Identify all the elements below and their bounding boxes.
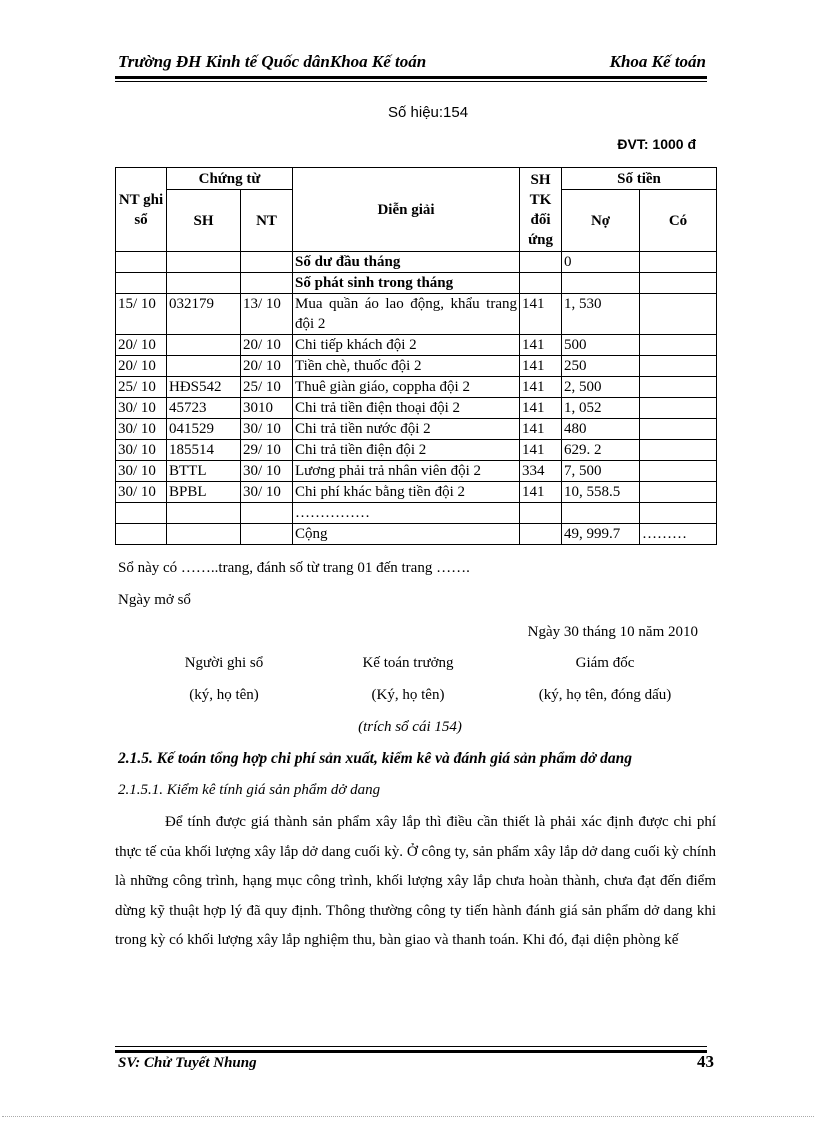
cell-nt-ghi-so: 15/ 10 bbox=[116, 294, 167, 335]
cell-dien-giai: Chi tiếp khách đội 2 bbox=[293, 335, 520, 356]
cell-nt: 25/ 10 bbox=[241, 377, 293, 398]
cell-nt: 3010 bbox=[241, 398, 293, 419]
page-count-note: Sổ này có ……..trang, đánh số từ trang 01 đến trang ……. bbox=[118, 560, 470, 576]
cell-tk: 141 bbox=[520, 398, 562, 419]
cell-sh: 041529 bbox=[167, 419, 241, 440]
cell-dien-giai: Chi phí khác bằng tiền đội 2 bbox=[293, 482, 520, 503]
cell-no: 480 bbox=[562, 419, 640, 440]
cell-no: 0 bbox=[562, 252, 640, 273]
cell-nt bbox=[241, 252, 293, 273]
cell-dien-giai: Số dư đầu tháng bbox=[293, 252, 520, 273]
footer-rule-thin bbox=[115, 1046, 707, 1047]
body-paragraph: Để tính được giá thành sản phẩm xây lắp thì điều cần thiết là phải xác định được chi phí thực tế của khối lượng xây lắp dở dang cuối kỳ. Ở công ty, sản phẩm xây lắp dở dang cuối kỳ chính là những công trình, hạng mục công trình, khối lượng xây lắp chưa hoàn thành, chưa đạt đến điểm dừng kỹ thuật hợp lý đã quy định. Thông thường công ty tiến hành đánh giá sản phẩm dở dang khi trong kỳ có khối lượng xây lắp nghiệm thu, bàn giao và thanh toán. Khi đó, đại diện phòng kế bbox=[115, 814, 716, 948]
cell-sh: BPBL bbox=[167, 482, 241, 503]
cell-co: ……… bbox=[640, 524, 717, 545]
cell-dien-giai: Chi trả tiền điện thoại đội 2 bbox=[293, 398, 520, 419]
cell-sh bbox=[167, 356, 241, 377]
cell-tk: 141 bbox=[520, 377, 562, 398]
cell-nt: 13/ 10 bbox=[241, 294, 293, 335]
cell-co bbox=[640, 356, 717, 377]
header-rule-thin bbox=[115, 81, 707, 82]
cell-dien-giai: Thuê giàn giáo, coppha đội 2 bbox=[293, 377, 520, 398]
ledger-table bbox=[115, 167, 717, 545]
cell-co bbox=[640, 252, 717, 273]
col-co: Có bbox=[640, 190, 717, 252]
cell-sh: 185514 bbox=[167, 440, 241, 461]
signature-role-director: Giám đốc bbox=[575, 655, 635, 671]
section-heading: 2.1.5. Kế toán tổng hợp chi phí sản xuất, kiểm kê và đánh giá sản phẩm dở dang bbox=[118, 750, 633, 767]
cell-dien-giai: Mua quần áo lao động, khẩu trang đội 2 bbox=[293, 294, 520, 335]
table-row bbox=[116, 503, 717, 524]
cell-nt: 20/ 10 bbox=[241, 356, 293, 377]
so-hieu: Số hiệu:154 bbox=[388, 104, 469, 121]
cell-sh: BTTL bbox=[167, 461, 241, 482]
cell-no: 1, 530 bbox=[562, 294, 640, 335]
col-nt: NT bbox=[241, 190, 293, 252]
header-school: Trường ĐH Kinh tế Quốc dânKhoa Kế toán bbox=[118, 52, 427, 71]
cell-co bbox=[640, 377, 717, 398]
cell-co bbox=[640, 419, 717, 440]
cell-dien-giai: Chi trả tiền nước đội 2 bbox=[293, 419, 520, 440]
cell-no bbox=[562, 273, 640, 294]
cell-dien-giai: Tiền chè, thuốc đội 2 bbox=[293, 356, 520, 377]
cell-nt-ghi-so: 30/ 10 bbox=[116, 482, 167, 503]
cell-nt-ghi-so: 30/ 10 bbox=[116, 440, 167, 461]
cell-no bbox=[562, 503, 640, 524]
cell-co bbox=[640, 440, 717, 461]
cell-nt-ghi-so: 30/ 10 bbox=[116, 419, 167, 440]
cell-nt: 30/ 10 bbox=[241, 461, 293, 482]
page-number: 43 bbox=[697, 1052, 714, 1071]
table-row bbox=[116, 461, 717, 482]
table-row-total bbox=[116, 524, 717, 545]
cell-nt bbox=[241, 524, 293, 545]
cell-no: 629. 2 bbox=[562, 440, 640, 461]
subsection-heading: 2.1.5.1. Kiểm kê tính giá sản phẩm dở dang bbox=[118, 782, 381, 798]
cell-tk bbox=[520, 503, 562, 524]
header-rule bbox=[115, 76, 707, 79]
cell-tk: 141 bbox=[520, 482, 562, 503]
cell-co bbox=[640, 482, 717, 503]
cell-co bbox=[640, 503, 717, 524]
signature-role-chief-accountant: Kế toán trưởng bbox=[362, 655, 454, 671]
cell-tk bbox=[520, 252, 562, 273]
col-nt-ghi-so: NT ghi sổ bbox=[116, 168, 167, 252]
cell-no: 49, 999.7 bbox=[562, 524, 640, 545]
cell-nt-ghi-so: 20/ 10 bbox=[116, 335, 167, 356]
cell-dien-giai: …………… bbox=[293, 503, 520, 524]
cell-no: 10, 558.5 bbox=[562, 482, 640, 503]
table-row bbox=[116, 440, 717, 461]
table-caption: (trích sổ cái 154) bbox=[358, 719, 462, 735]
cell-co bbox=[640, 335, 717, 356]
col-chung-tu: Chứng từ bbox=[167, 168, 293, 190]
cell-nt-ghi-so: 30/ 10 bbox=[116, 461, 167, 482]
cell-nt-ghi-so bbox=[116, 503, 167, 524]
col-so-tien: Số tiền bbox=[562, 168, 717, 190]
cell-no: 7, 500 bbox=[562, 461, 640, 482]
unit-label: ĐVT: 1000 đ bbox=[617, 136, 696, 152]
table-row bbox=[116, 252, 717, 273]
cell-nt-ghi-so bbox=[116, 524, 167, 545]
cell-nt: 30/ 10 bbox=[241, 419, 293, 440]
cell-co bbox=[640, 294, 717, 335]
signature-note-chief-accountant: (Ký, họ tên) bbox=[371, 687, 445, 703]
cell-nt: 30/ 10 bbox=[241, 482, 293, 503]
cell-nt-ghi-so: 20/ 10 bbox=[116, 356, 167, 377]
cell-sh bbox=[167, 252, 241, 273]
page-border bbox=[2, 1116, 814, 1117]
cell-nt: 29/ 10 bbox=[241, 440, 293, 461]
cell-tk: 334 bbox=[520, 461, 562, 482]
table-row bbox=[116, 335, 717, 356]
cell-nt bbox=[241, 503, 293, 524]
signature-note-recorder: (ký, họ tên) bbox=[189, 687, 259, 703]
cell-nt-ghi-so: 25/ 10 bbox=[116, 377, 167, 398]
cell-nt-ghi-so bbox=[116, 273, 167, 294]
table-row bbox=[116, 419, 717, 440]
cell-tk bbox=[520, 524, 562, 545]
col-sh: SH bbox=[167, 190, 241, 252]
cell-nt bbox=[241, 273, 293, 294]
cell-co bbox=[640, 461, 717, 482]
cell-tk: 141 bbox=[520, 335, 562, 356]
cell-co bbox=[640, 398, 717, 419]
cell-dien-giai: Cộng bbox=[293, 524, 520, 545]
cell-tk bbox=[520, 273, 562, 294]
cell-dien-giai: Chi trả tiền điện đội 2 bbox=[293, 440, 520, 461]
cell-no: 1, 052 bbox=[562, 398, 640, 419]
col-no: Nợ bbox=[562, 190, 640, 252]
col-sh-tk: SH TK đối ứng bbox=[520, 168, 562, 252]
cell-tk: 141 bbox=[520, 294, 562, 335]
cell-sh bbox=[167, 503, 241, 524]
cell-sh: HĐS542 bbox=[167, 377, 241, 398]
cell-tk: 141 bbox=[520, 419, 562, 440]
cell-sh bbox=[167, 524, 241, 545]
cell-tk: 141 bbox=[520, 356, 562, 377]
opening-date-label: Ngày mở sổ bbox=[118, 592, 191, 608]
signing-date: Ngày 30 tháng 10 năm 2010 bbox=[527, 624, 698, 640]
table-row bbox=[116, 398, 717, 419]
table-row bbox=[116, 482, 717, 503]
cell-sh bbox=[167, 335, 241, 356]
table-row bbox=[116, 377, 717, 398]
col-dien-giai: Diễn giải bbox=[293, 168, 520, 252]
cell-nt-ghi-so: 30/ 10 bbox=[116, 398, 167, 419]
cell-co bbox=[640, 273, 717, 294]
cell-nt: 20/ 10 bbox=[241, 335, 293, 356]
cell-no: 250 bbox=[562, 356, 640, 377]
cell-nt-ghi-so bbox=[116, 252, 167, 273]
footer-student: SV: Chử Tuyết Nhung bbox=[118, 1055, 257, 1071]
cell-dien-giai: Lương phải trả nhân viên đội 2 bbox=[293, 461, 520, 482]
signature-note-director: (ký, họ tên, đóng dấu) bbox=[538, 687, 672, 703]
cell-no: 500 bbox=[562, 335, 640, 356]
cell-sh: 45723 bbox=[167, 398, 241, 419]
signature-role-recorder: Người ghi sổ bbox=[184, 655, 264, 671]
table-row bbox=[116, 294, 717, 335]
cell-sh bbox=[167, 273, 241, 294]
table-row bbox=[116, 273, 717, 294]
cell-no: 2, 500 bbox=[562, 377, 640, 398]
cell-sh: 032179 bbox=[167, 294, 241, 335]
footer-rule bbox=[115, 1050, 707, 1053]
header-department: Khoa Kế toán bbox=[609, 52, 706, 71]
cell-dien-giai: Số phát sinh trong tháng bbox=[293, 273, 520, 294]
table-row bbox=[116, 356, 717, 377]
cell-tk: 141 bbox=[520, 440, 562, 461]
